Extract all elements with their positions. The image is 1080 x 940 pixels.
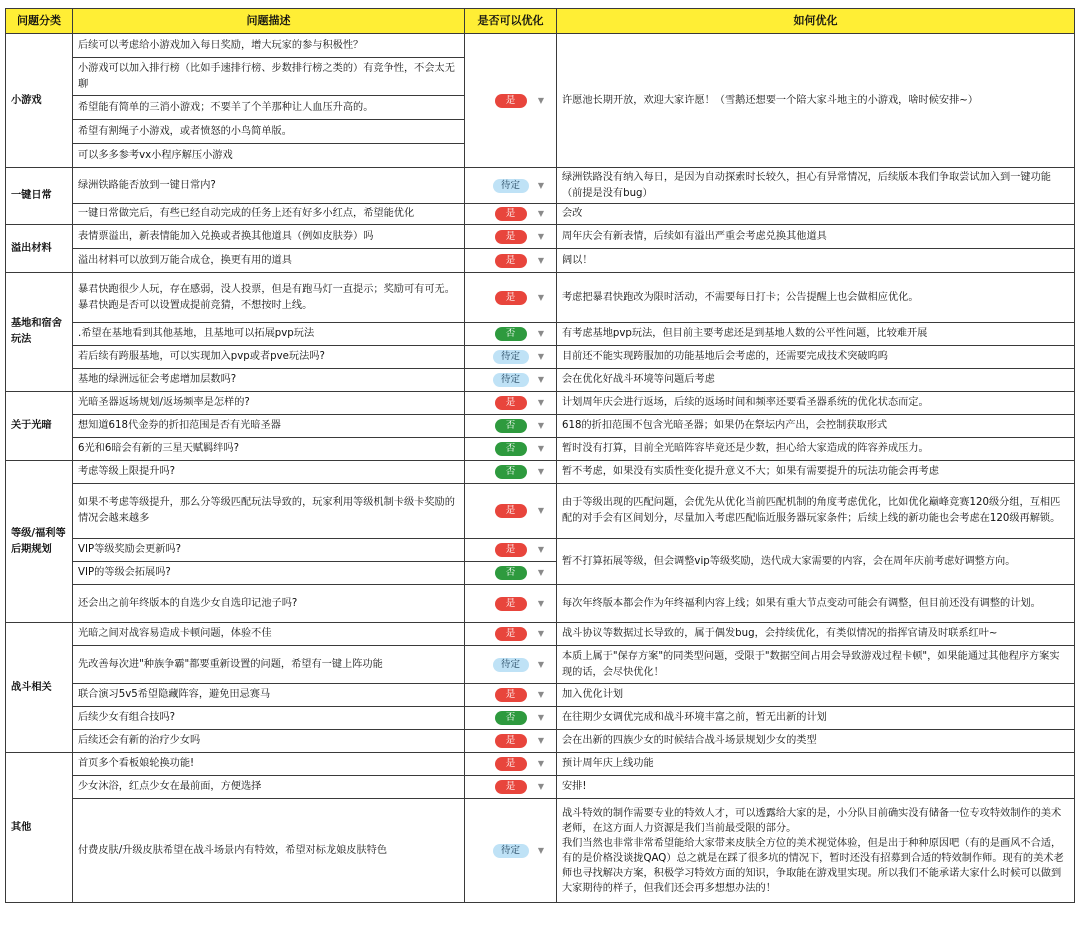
question-cell: 联合演习5v5希望隐藏阵容，避免田忌赛马 — [73, 684, 465, 707]
status-badge: 否 — [495, 566, 527, 580]
status-badge: 是 — [495, 597, 527, 611]
table-row — [6, 730, 1075, 753]
header-category: 问题分类 — [6, 9, 73, 34]
dropdown-caret-icon[interactable]: ▼ — [537, 568, 544, 577]
question-cell: 6光和6暗会有新的三星天赋羁绊吗? — [73, 438, 465, 461]
answer-cell: 由于等级出现的匹配问题，会优先从优化当前匹配机制的角度考虑优化，比如优化巅峰竞赛120级分组，互相匹配的对手会有区间划分，尽量加入考虑匹配临近服务器玩家条件；后续上线的新功能也会考虑在120级再解锁。 — [557, 484, 1075, 539]
status-dropdown[interactable] — [465, 707, 557, 730]
table-row — [6, 225, 1075, 249]
answer-cell: 每次年终版本都会作为年终福利内容上线；如果有重大节点变动可能会有调整，但目前还没有调整的计划。 — [557, 585, 1075, 623]
table-row — [6, 484, 1075, 539]
status-badge: 否 — [495, 465, 527, 479]
answer-cell: 本质上属于"保存方案"的同类型问题，受限于"数据空间占用会导致游戏过程卡顿"，如果能通过其他程序方案实现的话，会尽快优化！ — [557, 646, 1075, 684]
status-dropdown[interactable] — [465, 776, 557, 799]
status-dropdown[interactable] — [465, 346, 557, 369]
table-row — [6, 585, 1075, 623]
table-row — [6, 34, 1075, 58]
answer-cell: 暂不考虑，如果没有实质性变化提升意义不大；如果有需要提升的玩法功能会再考虑 — [557, 461, 1075, 484]
table-row — [6, 684, 1075, 707]
table-row — [6, 461, 1075, 484]
status-badge: 是 — [495, 291, 527, 305]
question-cell: 若后续有跨服基地，可以实现加入pvp或者pve玩法吗? — [73, 346, 465, 369]
dropdown-caret-icon[interactable]: ▼ — [537, 690, 544, 699]
question-cell: 绿洲铁路能否放到一键日常内? — [73, 168, 465, 204]
answer-cell: 会在优化好战斗环境等问题后考虑 — [557, 369, 1075, 392]
question-cell: 光暗圣器返场规划/返场频率是怎样的? — [73, 392, 465, 415]
answer-cell: 会在出新的四族少女的时候结合战斗场景规划少女的类型 — [557, 730, 1075, 753]
dropdown-caret-icon[interactable]: ▼ — [537, 598, 544, 608]
question-cell: 付费皮肤/升级皮肤希望在战斗场景内有特效，希望对标龙娘皮肤特色 — [73, 799, 465, 903]
answer-cell: 战斗协议等数据过长导致的，属于偶发bug，会持续优化，有类似情况的指挥官请及时联系红叶~ — [557, 623, 1075, 646]
category-cell: 一键日常 — [6, 168, 73, 225]
table-row — [6, 707, 1075, 730]
header-how: 如何优化 — [557, 9, 1075, 34]
answer-cell: 618的折扣范围不包含光暗圣器；如果仍在祭坛内产出，会控制获取形式 — [557, 415, 1075, 438]
question-cell: 基地的绿洲远征会考虑增加层数吗? — [73, 369, 465, 392]
status-dropdown[interactable] — [465, 34, 557, 168]
status-dropdown[interactable] — [465, 539, 557, 562]
status-dropdown[interactable] — [465, 799, 557, 903]
question-cell: 溢出材料可以放到万能合成仓，换更有用的道具 — [73, 249, 465, 273]
answer-cell: 预计周年庆上线功能 — [557, 753, 1075, 776]
status-badge: 是 — [495, 230, 527, 244]
question-cell: 首页多个看板娘轮换功能! — [73, 753, 465, 776]
dropdown-caret-icon[interactable]: ▼ — [537, 845, 544, 855]
status-badge: 是 — [495, 734, 527, 748]
status-badge: 待定 — [493, 373, 529, 387]
question-cell: 如果不考虑等级提升，那么分等级匹配玩法导致的，玩家利用等级机制卡级卡奖励的情况会越来越多 — [73, 484, 465, 539]
question-cell: 可以多多参考vx小程序解压小游戏 — [73, 144, 465, 168]
dropdown-caret-icon[interactable]: ▼ — [537, 95, 544, 105]
question-cell: 小游戏可以加入排行榜（比如手速排行榜、步数排行榜之类的）有竞争性，不会太无聊 — [73, 58, 465, 96]
answer-cell: 周年庆会有新表情，后续如有溢出严重会考虑兑换其他道具 — [557, 225, 1075, 249]
status-dropdown[interactable] — [465, 323, 557, 346]
status-badge: 待定 — [493, 844, 529, 858]
table-row — [6, 369, 1075, 392]
status-dropdown[interactable] — [465, 461, 557, 484]
table-row — [6, 776, 1075, 799]
question-cell: .希望在基地看到其他基地，且基地可以拓展pvp玩法 — [73, 323, 465, 346]
dropdown-caret-icon[interactable]: ▼ — [537, 506, 544, 515]
dropdown-caret-icon[interactable]: ▼ — [537, 375, 544, 384]
header-optimizable: 是否可以优化 — [465, 9, 557, 34]
dropdown-caret-icon[interactable]: ▼ — [537, 659, 544, 669]
dropdown-caret-icon[interactable]: ▼ — [537, 421, 544, 430]
status-dropdown[interactable] — [465, 730, 557, 753]
category-cell: 战斗相关 — [6, 623, 73, 753]
answer-cell: 战斗特效的制作需要专业的特效人才，可以透露给大家的是，小分队目前确实没有储备一位专攻特效制作的美术老师，在这方面人力资源是我们当前最受限的部分。 我们当然也非常非常希望能给大家带来皮肤全方位的美术视觉体验，但是出于种种原因吧（有的是画风不合适，有的是价格没谈拢QAQ）总之就是在踩了很多坑的情况下，暂时还没有招募到合适的特效制作师。现有的美术老师也寻找解决方案，积极学习特效方面的知识，争取能在游戏里实现。所以我们不能承诺大家什么时候可以做到大家期待的样子，但我们还会再多想想办法的！ — [557, 799, 1075, 903]
status-dropdown[interactable] — [465, 273, 557, 323]
dropdown-caret-icon[interactable]: ▼ — [537, 352, 544, 361]
dropdown-caret-icon[interactable]: ▼ — [537, 467, 544, 476]
answer-cell: 暂时没有打算，目前全光暗阵容毕竟还是少数，担心给大家造成的阵容养成压力。 — [557, 438, 1075, 461]
dropdown-caret-icon[interactable]: ▼ — [537, 398, 544, 407]
table-row — [6, 249, 1075, 273]
status-badge: 是 — [495, 627, 527, 641]
question-cell: 后续少女有组合技吗? — [73, 707, 465, 730]
question-cell: 考虑等级上限提升吗? — [73, 461, 465, 484]
dropdown-caret-icon[interactable]: ▼ — [537, 329, 544, 338]
dropdown-caret-icon[interactable]: ▼ — [537, 180, 544, 190]
answer-cell: 计划周年庆会进行返场，后续的返场时间和频率还要看圣器系统的优化状态而定。 — [557, 392, 1075, 415]
status-dropdown[interactable] — [465, 438, 557, 461]
question-cell: 表情票溢出，新表情能加入兑换或者换其他道具（例如皮肤券）吗 — [73, 225, 465, 249]
category-cell: 其他 — [6, 753, 73, 903]
table-row — [6, 204, 1075, 225]
question-cell: 光暗之间对战容易造成卡顿问题，体验不佳 — [73, 623, 465, 646]
question-cell: 暴君快跑很少人玩，存在感弱，没人投票，但是有跑马灯一直提示；奖励可有可无。 暴君快跑是否可以设置成提前竞猜，不想按时上线。 — [73, 273, 465, 323]
status-badge: 是 — [495, 757, 527, 771]
dropdown-caret-icon[interactable]: ▼ — [537, 545, 544, 554]
status-dropdown[interactable] — [465, 646, 557, 684]
question-cell: 希望能有简单的三消小游戏；不要羊了个羊那种让人血压升高的。 — [73, 96, 465, 120]
answer-cell: 会改 — [557, 204, 1075, 225]
question-cell: 后续可以考虑给小游戏加入每日奖励，增大玩家的参与积极性？ — [73, 34, 465, 58]
category-cell: 基地和宿舍玩法 — [6, 273, 73, 392]
answer-cell: 安排! — [557, 776, 1075, 799]
status-badge: 否 — [495, 442, 527, 456]
status-badge: 是 — [495, 543, 527, 557]
table-row — [6, 753, 1075, 776]
status-badge: 待定 — [493, 658, 529, 672]
dropdown-caret-icon[interactable]: ▼ — [537, 231, 544, 241]
status-badge: 是 — [495, 688, 527, 702]
header-description: 问题描述 — [73, 9, 465, 34]
question-cell: VIP的等级会拓展吗? — [73, 562, 465, 585]
status-badge: 待定 — [493, 350, 529, 364]
status-dropdown[interactable] — [465, 753, 557, 776]
dropdown-caret-icon[interactable]: ▼ — [537, 292, 544, 302]
table-row — [6, 539, 1075, 562]
status-dropdown[interactable] — [465, 249, 557, 273]
table-row — [6, 392, 1075, 415]
status-dropdown[interactable] — [465, 484, 557, 539]
dropdown-caret-icon[interactable]: ▼ — [537, 759, 544, 768]
status-badge: 否 — [495, 419, 527, 433]
table-row — [6, 415, 1075, 438]
dropdown-caret-icon[interactable]: ▼ — [537, 255, 544, 265]
question-cell: 少女沐浴，红点少女在最前面，方便选择 — [73, 776, 465, 799]
table-row — [6, 273, 1075, 323]
table-row — [6, 346, 1075, 369]
dropdown-caret-icon[interactable]: ▼ — [537, 629, 544, 638]
status-dropdown[interactable] — [465, 415, 557, 438]
category-cell: 等级/福利等后期规划 — [6, 461, 73, 623]
question-cell: 一键日常做完后，有些已经自动完成的任务上还有好多小红点，希望能优化 — [73, 204, 465, 225]
table-row — [6, 438, 1075, 461]
answer-cell: 目前还不能实现跨服加的功能基地后会考虑的，还需要完成技术突破呜呜 — [557, 346, 1075, 369]
answer-cell: 暂不打算拓展等级，但会调整vip等级奖励，迭代成大家需要的内容，会在周年庆前考虑好调整方向。 — [557, 539, 1075, 585]
category-cell: 溢出材料 — [6, 225, 73, 273]
answer-cell: 在往期少女调优完成和战斗环境丰富之前，暂无出新的计划 — [557, 707, 1075, 730]
table-row — [6, 646, 1075, 684]
status-badge: 是 — [495, 207, 527, 221]
answer-cell: 绿洲铁路没有纳入每日，是因为自动探索时长较久，担心有异常情况，后续版本我们争取尝试加入到一键功能（前提是没有bug） — [557, 168, 1075, 204]
dropdown-caret-icon[interactable]: ▼ — [537, 736, 544, 745]
question-cell: VIP等级奖励会更新吗? — [73, 539, 465, 562]
dropdown-caret-icon[interactable]: ▼ — [537, 782, 544, 791]
dropdown-caret-icon[interactable]: ▼ — [537, 444, 544, 453]
status-badge: 是 — [495, 396, 527, 410]
status-dropdown[interactable] — [465, 168, 557, 204]
table-row — [6, 623, 1075, 646]
answer-cell: 加入优化计划 — [557, 684, 1075, 707]
table-row — [6, 799, 1075, 903]
question-cell: 希望有割绳子小游戏，或者愤怒的小鸟简单版。 — [73, 120, 465, 144]
status-dropdown[interactable] — [465, 562, 557, 585]
question-cell: 后续还会有新的治疗少女吗 — [73, 730, 465, 753]
answer-cell: 考虑把暴君快跑改为限时活动，不需要每日打卡；公告提醒上也会做相应优化。 — [557, 273, 1075, 323]
question-cell: 还会出之前年终版本的自选少女自选印记池子吗? — [73, 585, 465, 623]
answer-cell: 阔以！ — [557, 249, 1075, 273]
status-dropdown[interactable] — [465, 585, 557, 623]
status-badge: 是 — [495, 254, 527, 268]
status-badge: 否 — [495, 711, 527, 725]
status-badge: 是 — [495, 504, 527, 518]
status-badge: 是 — [495, 94, 527, 108]
status-dropdown[interactable] — [465, 204, 557, 225]
question-cell: 想知道618代金券的折扣范围是否有光暗圣器 — [73, 415, 465, 438]
status-dropdown[interactable] — [465, 623, 557, 646]
status-dropdown[interactable] — [465, 684, 557, 707]
answer-cell: 许愿池长期开放，欢迎大家许愿！（雪鹅还想要一个陪大家斗地主的小游戏，啥时候安排~） — [557, 34, 1075, 168]
status-badge: 待定 — [493, 179, 529, 193]
status-dropdown[interactable] — [465, 392, 557, 415]
dropdown-caret-icon[interactable]: ▼ — [537, 713, 544, 722]
status-badge: 否 — [495, 327, 527, 341]
status-dropdown[interactable] — [465, 369, 557, 392]
status-badge: 是 — [495, 780, 527, 794]
category-cell: 关于光暗 — [6, 392, 73, 461]
header-row — [6, 9, 1075, 34]
question-cell: 先改善每次进"种族争霸"都要重新设置的问题，希望有一键上阵功能 — [73, 646, 465, 684]
table-row — [6, 323, 1075, 346]
dropdown-caret-icon[interactable]: ▼ — [537, 209, 544, 218]
table-row — [6, 168, 1075, 204]
status-dropdown[interactable] — [465, 225, 557, 249]
answer-cell: 有考虑基地pvp玩法，但目前主要考虑还是到基地人数的公平性问题，比较难开展 — [557, 323, 1075, 346]
category-cell: 小游戏 — [6, 34, 73, 168]
faq-table — [5, 8, 1075, 903]
